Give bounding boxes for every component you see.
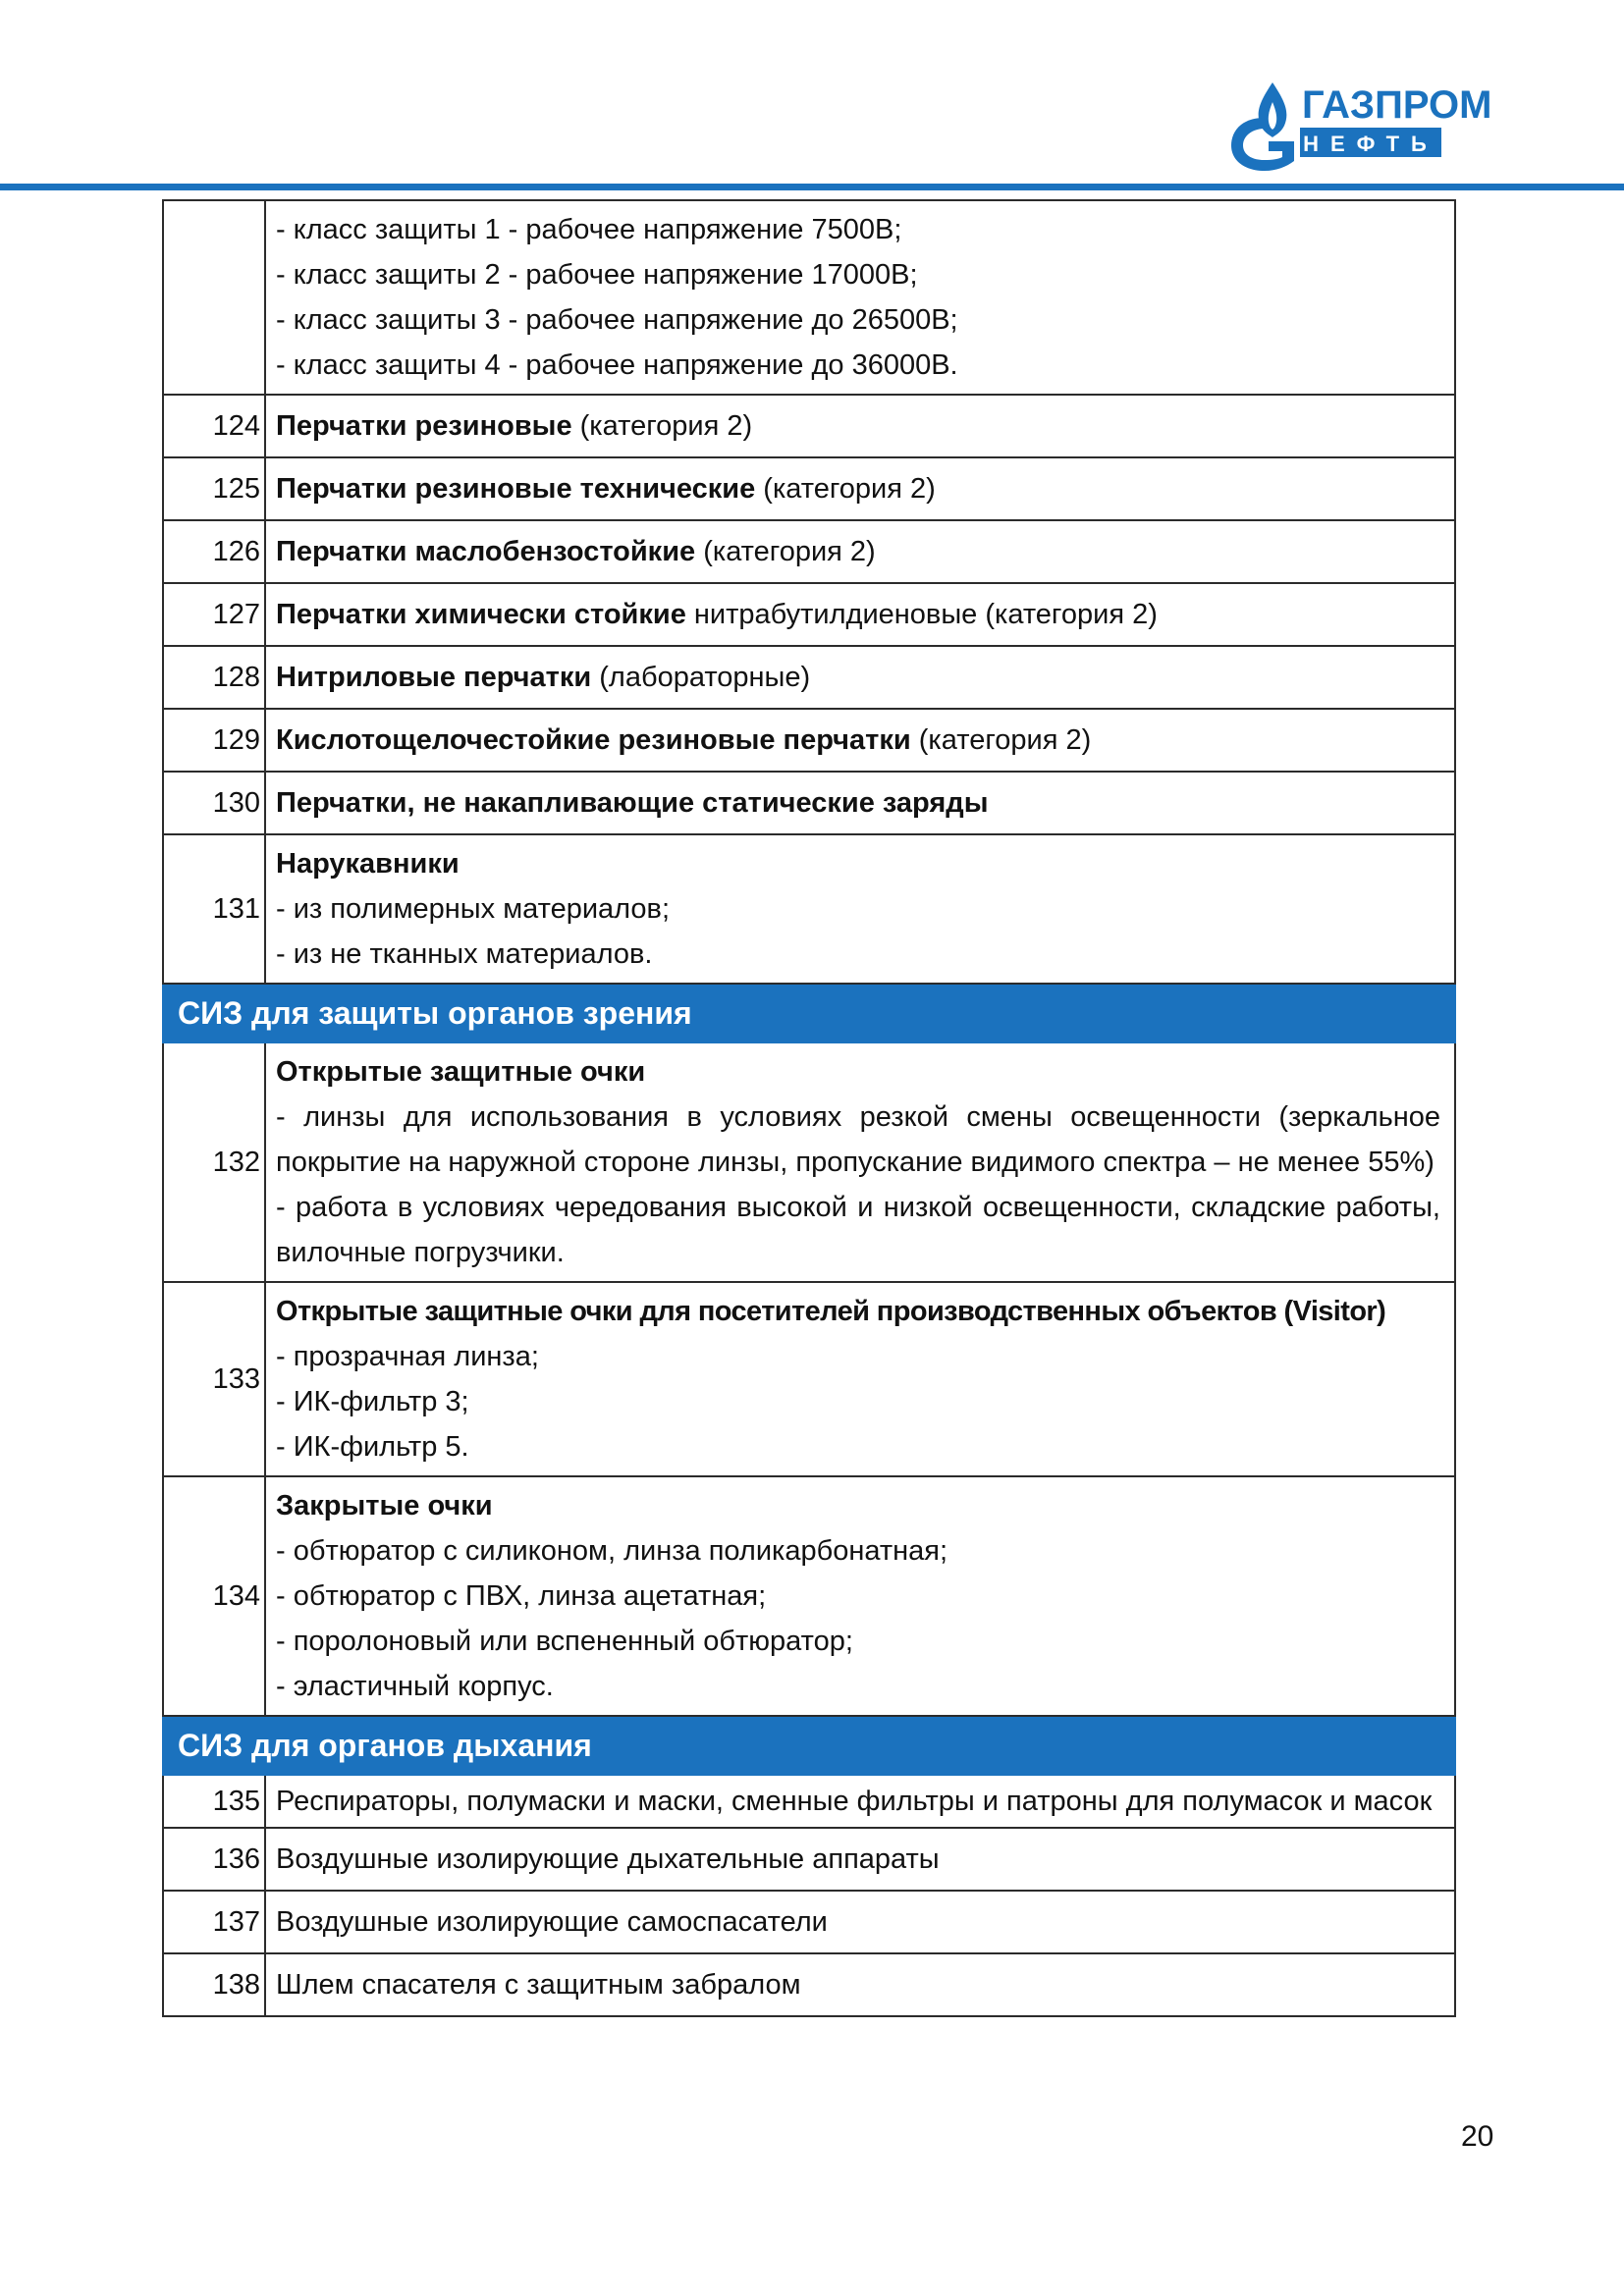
table-row <box>163 646 1455 709</box>
row-number: 125 <box>163 457 265 520</box>
item-name: Нарукавники <box>276 848 460 880</box>
row-number: 138 <box>163 1953 265 2016</box>
row-description <box>265 1042 1455 1282</box>
item-note: нитрабутилдиеновые (категория 2) <box>685 599 1158 630</box>
row-description <box>265 395 1455 457</box>
row-number: 130 <box>163 772 265 834</box>
table-row <box>163 1891 1455 1953</box>
table-row <box>163 709 1455 772</box>
item-note: (категория 2) <box>755 473 936 505</box>
logo-top-text: ГАЗПРОМ <box>1302 83 1492 127</box>
row-number: 137 <box>163 1891 265 1953</box>
row-description <box>265 1476 1455 1716</box>
row-number: 126 <box>163 520 265 583</box>
row-number: 124 <box>163 395 265 457</box>
item-name: Перчатки резиновые <box>276 410 572 442</box>
list-item: - класс защиты 3 - рабочее напряжение до 26500В; <box>276 304 958 336</box>
list-item: - обтюратор с ПВХ, линза ацетатная; <box>276 1580 767 1612</box>
row-description: Респираторы, полумаски и маски, сменные фильтры и патроны для полумасок и масок <box>265 1775 1455 1828</box>
table-row <box>163 395 1455 457</box>
row-number: 136 <box>163 1828 265 1891</box>
item-name: Открытые защитные очки <box>276 1056 646 1088</box>
item-name: Перчатки химически стойкие <box>276 599 686 630</box>
row-description <box>265 834 1455 984</box>
list-item: - из полимерных материалов; <box>276 893 671 925</box>
table-row <box>163 1828 1455 1891</box>
list-item: - класс защиты 4 - рабочее напряжение до 36000В. <box>276 349 958 381</box>
section-header-row <box>163 1716 1455 1775</box>
item-note: (категория 2) <box>571 410 753 442</box>
item-note: (категория 2) <box>695 536 876 567</box>
list-item: - из не тканных материалов. <box>276 938 653 970</box>
row-description <box>265 1282 1455 1476</box>
item-name: Открытые защитные очки для посетителей производственных объектов (Visitor) <box>276 1296 1386 1327</box>
table-row <box>163 1042 1455 1282</box>
item-note: (лабораторные) <box>591 662 811 693</box>
flame-icon <box>1259 82 1287 137</box>
list-item: - класс защиты 1 - рабочее напряжение 7500В; <box>276 214 902 245</box>
item-note: (категория 2) <box>910 724 1092 756</box>
table-row <box>163 200 1455 395</box>
table-row <box>163 520 1455 583</box>
row-number: 127 <box>163 583 265 646</box>
list-item: - ИК-фильтр 5. <box>276 1431 469 1463</box>
logo-g-shape <box>1231 118 1294 171</box>
table-row <box>163 1476 1455 1716</box>
list-item: - прозрачная линза; <box>276 1341 539 1372</box>
row-number: 131 <box>163 834 265 984</box>
row-description: Воздушные изолирующие самоспасатели <box>265 1891 1455 1953</box>
table-row <box>163 583 1455 646</box>
list-item: - обтюратор с силиконом, линза поликарбонатная; <box>276 1535 948 1567</box>
gazprom-neft-logo <box>1225 69 1492 173</box>
list-item: - работа в условиях чередования высокой и низкой освещенности, складские работы, вилочные погрузчики. <box>276 1192 1440 1268</box>
item-name: Закрытые очки <box>276 1490 493 1522</box>
row-description-cell <box>265 200 1455 395</box>
row-number: 128 <box>163 646 265 709</box>
list-item: - поролоновый или вспененный обтюратор; <box>276 1626 853 1657</box>
row-description <box>265 520 1455 583</box>
item-name: Перчатки резиновые технические <box>276 473 756 505</box>
table-row <box>163 1953 1455 2016</box>
table-row <box>163 834 1455 984</box>
row-description: Шлем спасателя с защитным забралом <box>265 1953 1455 2016</box>
row-description: Воздушные изолирующие дыхательные аппараты <box>265 1828 1455 1891</box>
row-number: 134 <box>163 1476 265 1716</box>
row-number: 135 <box>163 1775 265 1828</box>
item-name: Нитриловые перчатки <box>276 662 592 693</box>
section-header-respiratory: СИЗ для органов дыхания <box>163 1716 1455 1775</box>
row-number: 129 <box>163 709 265 772</box>
row-number-cell <box>163 200 265 395</box>
list-item: - линзы для использования в условиях резкой смены освещенности (зеркальное покрытие на наружной стороне линзы, пропускание видимого спектра – не менее 55%) <box>276 1101 1440 1178</box>
row-number: 132 <box>163 1042 265 1282</box>
ppe-table <box>162 199 1456 2017</box>
item-name: Перчатки маслобензостойкие <box>276 536 696 567</box>
header-rule <box>0 184 1624 190</box>
table-row <box>163 772 1455 834</box>
logo-bottom-text: НЕФТЬ <box>1303 132 1438 156</box>
list-item: - ИК-фильтр 3; <box>276 1386 469 1417</box>
table-row <box>163 1775 1455 1828</box>
row-description <box>265 772 1455 834</box>
page-number: 20 <box>1461 2120 1494 2153</box>
list-item: - класс защиты 2 - рабочее напряжение 17000В; <box>276 259 918 291</box>
table-row <box>163 457 1455 520</box>
row-description <box>265 646 1455 709</box>
list-item: - эластичный корпус. <box>276 1671 554 1702</box>
item-name: Перчатки, не накапливающие статические заряды <box>276 787 989 819</box>
item-name: Кислотощелочестойкие резиновые перчатки <box>276 724 911 756</box>
row-description <box>265 457 1455 520</box>
row-number: 133 <box>163 1282 265 1476</box>
row-description <box>265 583 1455 646</box>
row-description <box>265 709 1455 772</box>
section-header-eye-protection: СИЗ для защиты органов зрения <box>163 984 1455 1042</box>
table-row <box>163 1282 1455 1476</box>
section-header-row <box>163 984 1455 1042</box>
